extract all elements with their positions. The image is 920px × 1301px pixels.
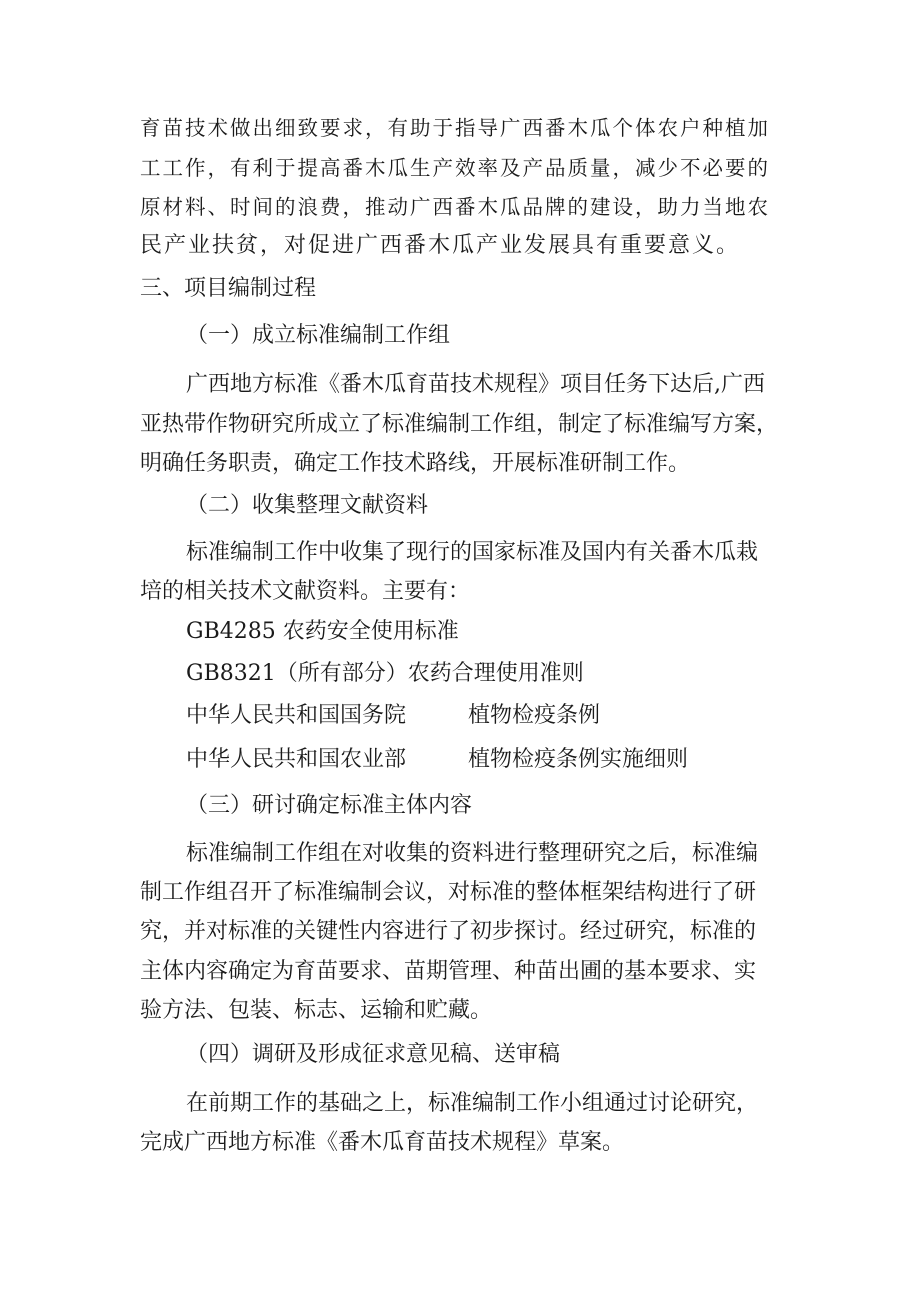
intro-line-4: 民产业扶贫，对促进广西番木瓜产业发展具有重要意义。 <box>140 233 741 258</box>
intro-line-2: 工工作，有利于提高番木瓜生产效率及产品质量，减少不必要的 <box>140 156 770 180</box>
reference-state-council-org: 中华人民共和国国务院 <box>186 703 407 728</box>
reference-ministry-agriculture-title: 植物检疫条例实施细则 <box>468 747 689 772</box>
subsection-3-line-1: 标准编制工作组在对收集的资料进行整理研究之后，标准编 <box>186 841 759 866</box>
subsection-3-line-4: 主体内容确定为育苗要求、苗期管理、种苗出圃的基本要求、实 <box>140 959 757 984</box>
intro-line-3: 原材料、时间的浪费，推动广西番木瓜品牌的建设，助力当地农 <box>140 195 770 219</box>
subsection-3-line-3: 究，并对标准的关键性内容进行了初步探讨。经过研究，标准的 <box>140 919 757 944</box>
reference-state-council-title: 植物检疫条例 <box>468 703 601 728</box>
subsection-4-heading: （四）调研及形成征求意见稿、送审稿 <box>186 1042 561 1067</box>
subsection-1-line-3: 明确任务职责，确定工作技术路线，开展标准研制工作。 <box>140 451 691 476</box>
subsection-1-line-1: 广西地方标准《番木瓜育苗技术规程》项目任务下达后,广西 <box>186 372 765 397</box>
reference-gb4285: GB4285 农药安全使用标准 <box>186 619 459 644</box>
subsection-3-line-5: 验方法、包装、标志、运输和贮藏。 <box>140 998 493 1023</box>
subsection-4-line-1: 在前期工作的基础之上，标准编制工作小组通过讨论研究， <box>186 1091 759 1116</box>
section-3-heading: 三、项目编制过程 <box>140 276 317 301</box>
subsection-1-line-2: 亚热带作物研究所成立了标准编制工作组，制定了标准编写方案， <box>140 412 779 437</box>
subsection-2-line-1: 标准编制工作中收集了现行的国家标准及国内有关番木瓜栽 <box>186 540 759 565</box>
subsection-3-line-2: 制工作组召开了标准编制会议，对标准的整体框架结构进行了研 <box>140 880 757 905</box>
subsection-2-heading: （二）收集整理文献资料 <box>186 493 429 518</box>
subsection-4-line-2: 完成广西地方标准《番木瓜育苗技术规程》草案。 <box>140 1130 625 1155</box>
reference-state-council <box>186 701 746 731</box>
reference-ministry-agriculture <box>186 745 746 775</box>
subsection-1-heading: （一）成立标准编制工作组 <box>186 323 451 348</box>
reference-gb8321: GB8321（所有部分）农药合理使用准则 <box>186 661 584 686</box>
subsection-2-line-2: 培的相关技术文献资料。主要有： <box>140 579 471 604</box>
intro-line-1: 育苗技术做出细致要求，有助于指导广西番木瓜个体农户种植加 <box>140 116 770 140</box>
reference-ministry-agriculture-org: 中华人民共和国农业部 <box>186 747 407 772</box>
subsection-3-heading: （三）研讨确定标准主体内容 <box>186 793 473 818</box>
